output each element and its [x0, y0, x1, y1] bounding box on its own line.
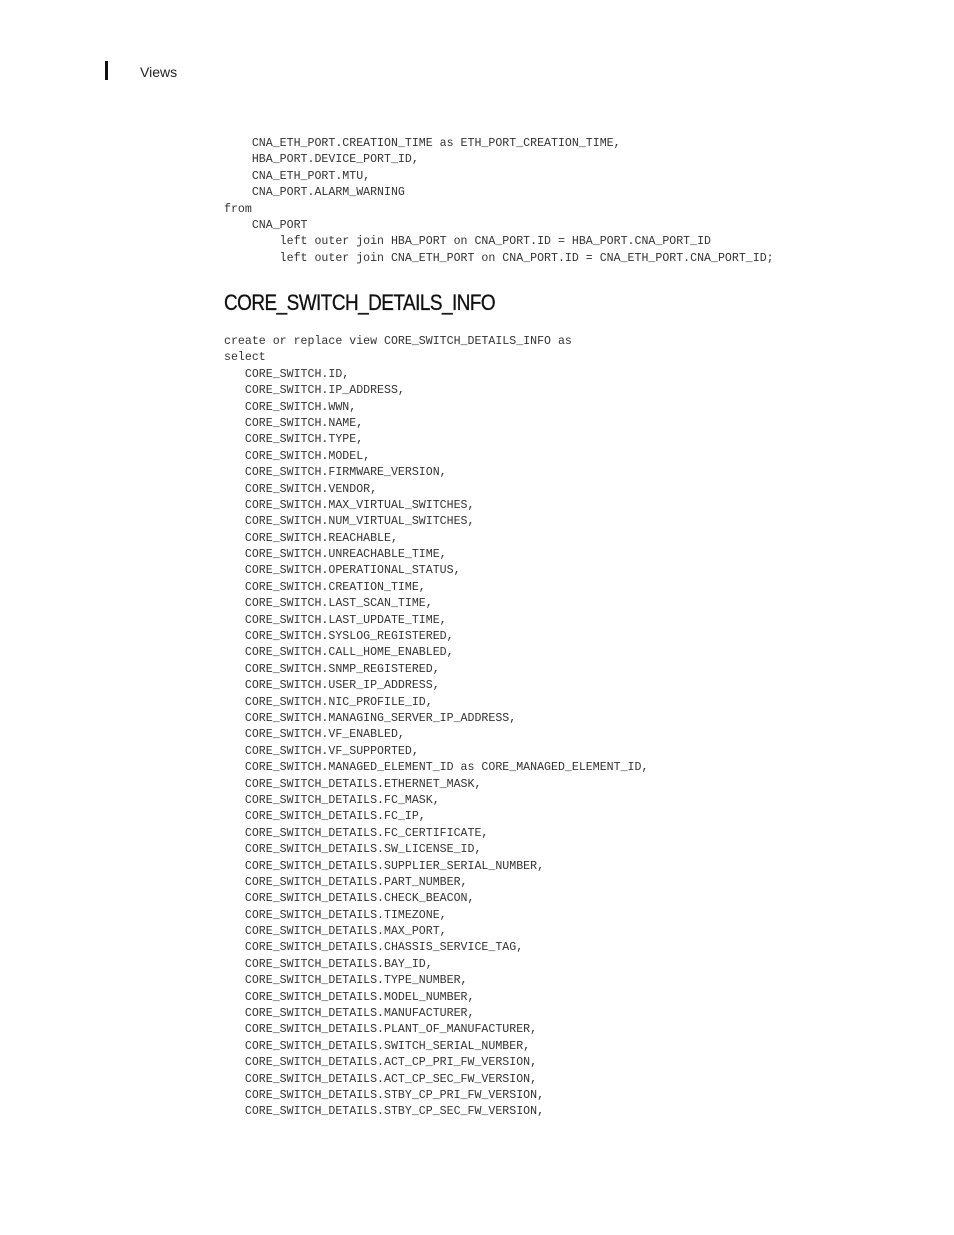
code-line: CNA_PORT.ALARM_WARNING [224, 186, 405, 200]
code-line: CORE_SWITCH.SYSLOG_REGISTERED, [224, 630, 454, 644]
code-line: create or replace view CORE_SWITCH_DETAILS_INFO as [224, 335, 572, 348]
code-line: CORE_SWITCH.TYPE, [224, 433, 364, 447]
code-line: CORE_SWITCH_DETAILS.TYPE_NUMBER, [224, 974, 468, 988]
code-line: CORE_SWITCH_DETAILS.FC_MASK, [224, 793, 440, 807]
code-line: CNA_ETH_PORT.CREATION_TIME as ETH_PORT_CREATION_TIME, [224, 137, 621, 150]
code-line: CORE_SWITCH.CALL_HOME_ENABLED, [224, 646, 454, 660]
code-line: CORE_SWITCH.ID, [224, 367, 350, 381]
code-line: CORE_SWITCH_DETAILS.FC_CERTIFICATE, [224, 826, 489, 840]
code-line: CORE_SWITCH_DETAILS.SW_LICENSE_ID, [224, 843, 482, 857]
code-line: CORE_SWITCH_DETAILS.MAX_PORT, [224, 925, 447, 939]
code-line: CORE_SWITCH.FIRMWARE_VERSION, [224, 466, 447, 480]
code-line: CORE_SWITCH.REACHABLE, [224, 531, 398, 545]
code-line: CORE_SWITCH.LAST_SCAN_TIME, [224, 597, 433, 611]
code-line: CORE_SWITCH_DETAILS.STBY_CP_SEC_FW_VERSION, [224, 1105, 545, 1119]
code-line: CORE_SWITCH_DETAILS.ETHERNET_MASK, [224, 777, 482, 791]
code-line: CORE_SWITCH_DETAILS.PART_NUMBER, [224, 875, 468, 889]
code-line: CORE_SWITCH_DETAILS.SWITCH_SERIAL_NUMBER, [224, 1039, 531, 1053]
header-marker-bar [105, 61, 108, 80]
code-line: CORE_SWITCH_DETAILS.PLANT_OF_MANUFACTURER, [224, 1023, 538, 1037]
code-line: CORE_SWITCH.UNREACHABLE_TIME, [224, 548, 447, 562]
code-block-view-definition [224, 334, 648, 1121]
section-heading: CORE_SWITCH_DETAILS_INFO [224, 290, 496, 315]
code-line: CORE_SWITCH_DETAILS.BAY_ID, [224, 957, 433, 971]
code-line: CORE_SWITCH.CREATION_TIME, [224, 580, 426, 594]
code-line: left outer join HBA_PORT on CNA_PORT.ID = HBA_PORT.CNA_PORT_ID [224, 235, 712, 249]
code-line: CNA_ETH_PORT.MTU, [224, 169, 371, 183]
code-line: CORE_SWITCH.MAX_VIRTUAL_SWITCHES, [224, 498, 475, 512]
code-line: CORE_SWITCH.USER_IP_ADDRESS, [224, 679, 440, 693]
code-line: CORE_SWITCH_DETAILS.MODEL_NUMBER, [224, 990, 475, 1004]
code-line: CORE_SWITCH.LAST_UPDATE_TIME, [224, 613, 447, 627]
code-line: CORE_SWITCH.VENDOR, [224, 482, 378, 496]
code-line: CORE_SWITCH_DETAILS.CHASSIS_SERVICE_TAG, [224, 941, 524, 955]
code-line: CORE_SWITCH_DETAILS.STBY_CP_PRI_FW_VERSION, [224, 1088, 545, 1102]
code-line: CORE_SWITCH.MANAGING_SERVER_IP_ADDRESS, [224, 711, 517, 725]
code-line: CNA_PORT [224, 218, 308, 232]
code-line: from [224, 202, 252, 216]
code-line: CORE_SWITCH_DETAILS.ACT_CP_PRI_FW_VERSION, [224, 1056, 538, 1070]
code-line: CORE_SWITCH.WWN, [224, 400, 357, 414]
code-line: CORE_SWITCH.VF_ENABLED, [224, 728, 405, 742]
code-line: CORE_SWITCH.SNMP_REGISTERED, [224, 662, 440, 676]
code-line: CORE_SWITCH.OPERATIONAL_STATUS, [224, 564, 461, 578]
code-block-continued [224, 136, 774, 267]
code-line: CORE_SWITCH.IP_ADDRESS, [224, 384, 405, 398]
code-line: CORE_SWITCH.VF_SUPPORTED, [224, 744, 419, 758]
code-line: CORE_SWITCH_DETAILS.FC_IP, [224, 810, 426, 824]
code-line: CORE_SWITCH.NUM_VIRTUAL_SWITCHES, [224, 515, 475, 529]
code-line: CORE_SWITCH.NIC_PROFILE_ID, [224, 695, 433, 709]
code-line: CORE_SWITCH_DETAILS.MANUFACTURER, [224, 1007, 475, 1021]
code-line: CORE_SWITCH.MANAGED_ELEMENT_ID as CORE_MANAGED_ELEMENT_ID, [224, 761, 649, 775]
code-line: select [224, 351, 266, 365]
code-line: left outer join CNA_ETH_PORT on CNA_PORT.ID = CNA_ETH_PORT.CNA_PORT_ID; [224, 251, 774, 265]
code-line: CORE_SWITCH_DETAILS.TIMEZONE, [224, 908, 447, 922]
code-line: CORE_SWITCH.NAME, [224, 416, 364, 430]
code-line: CORE_SWITCH_DETAILS.CHECK_BEACON, [224, 892, 475, 906]
code-line: CORE_SWITCH.MODEL, [224, 449, 371, 463]
code-line: CORE_SWITCH_DETAILS.ACT_CP_SEC_FW_VERSION, [224, 1072, 538, 1086]
code-line: CORE_SWITCH_DETAILS.SUPPLIER_SERIAL_NUMBER, [224, 859, 545, 873]
code-line: HBA_PORT.DEVICE_PORT_ID, [224, 153, 419, 167]
running-header-section-label: Views [140, 64, 178, 80]
